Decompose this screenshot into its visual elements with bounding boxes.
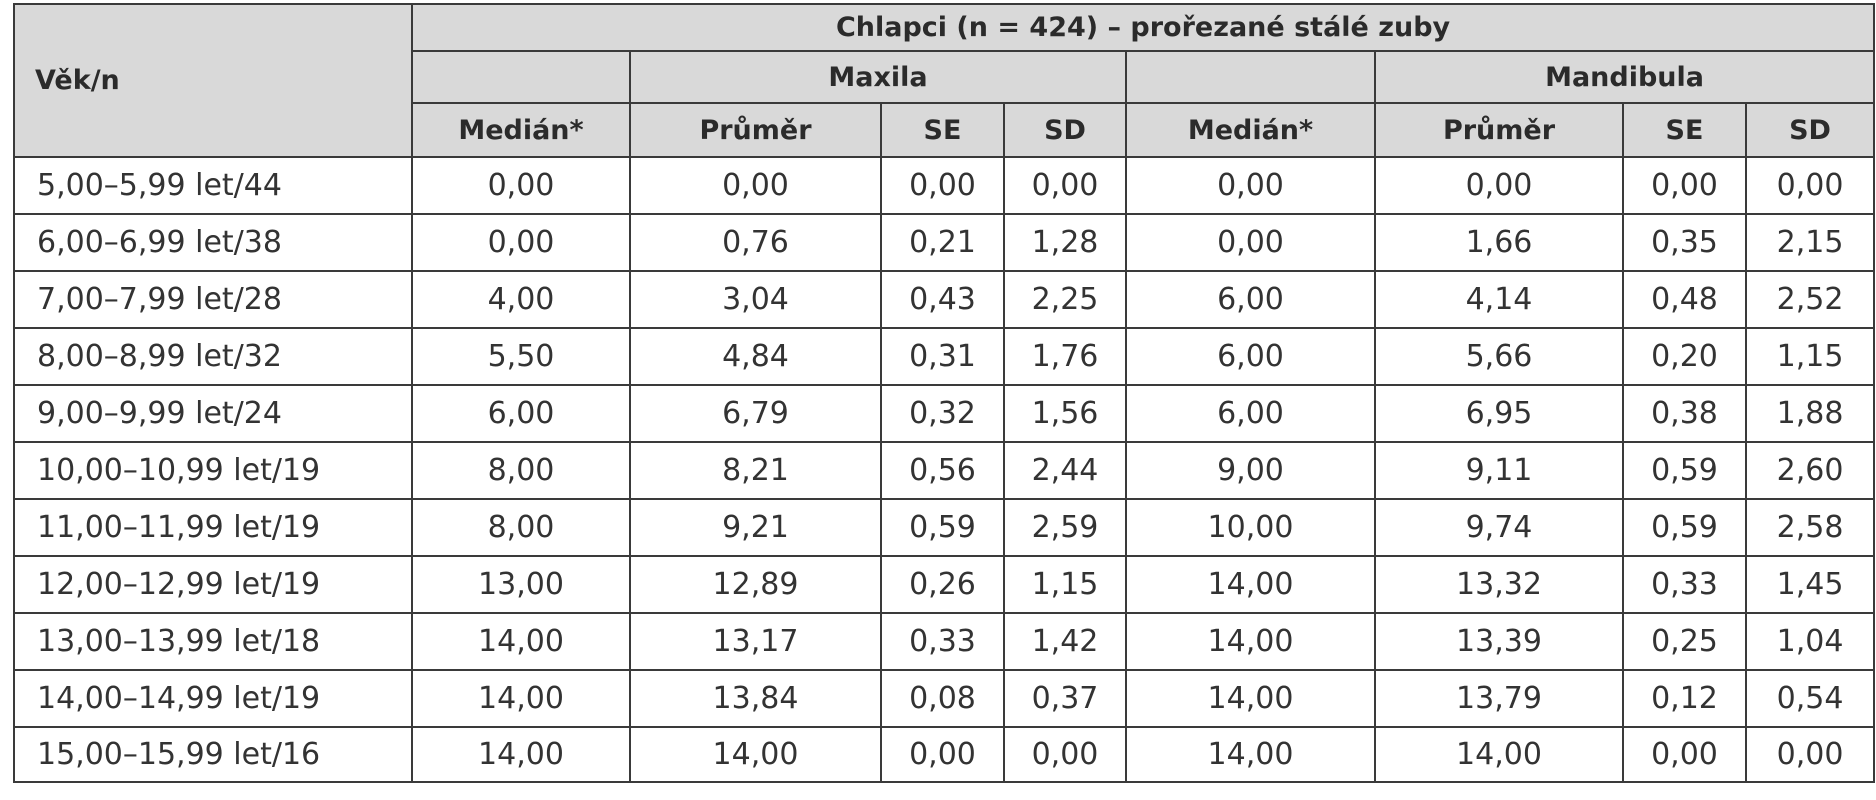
table-cell: 0,59 <box>1623 442 1746 499</box>
table-cell: 1,04 <box>1746 613 1874 670</box>
table-cell: 2,15 <box>1746 214 1874 271</box>
column-header: Medián* <box>1126 103 1375 157</box>
table-cell: 8,00 <box>412 499 630 556</box>
row-label: 8,00–8,99 let/32 <box>14 328 412 385</box>
table-cell: 1,88 <box>1746 385 1874 442</box>
table-cell: 0,00 <box>1623 157 1746 214</box>
table-cell: 2,25 <box>1004 271 1126 328</box>
table-cell: 0,76 <box>630 214 881 271</box>
table-cell: 0,00 <box>630 157 881 214</box>
table-cell: 4,84 <box>630 328 881 385</box>
table-row <box>14 328 1874 385</box>
table-cell: 0,54 <box>1746 670 1874 727</box>
table-cell: 1,76 <box>1004 328 1126 385</box>
age-column-header: Věk/n <box>14 4 412 157</box>
table-cell: 10,00 <box>1126 499 1375 556</box>
table-row <box>14 727 1874 782</box>
table-cell: 14,00 <box>1126 670 1375 727</box>
table-cell: 0,20 <box>1623 328 1746 385</box>
table-cell: 14,00 <box>1126 727 1375 782</box>
table-cell: 6,00 <box>1126 328 1375 385</box>
table-cell: 0,37 <box>1004 670 1126 727</box>
row-label: 5,00–5,99 let/44 <box>14 157 412 214</box>
table-cell: 6,79 <box>630 385 881 442</box>
table-cell: 0,21 <box>881 214 1004 271</box>
table-cell: 0,00 <box>1126 157 1375 214</box>
table-cell: 6,00 <box>1126 385 1375 442</box>
table-cell: 0,48 <box>1623 271 1746 328</box>
row-label: 12,00–12,99 let/19 <box>14 556 412 613</box>
table-cell: 9,00 <box>1126 442 1375 499</box>
table-cell: 0,00 <box>1126 214 1375 271</box>
table-cell: 6,00 <box>1126 271 1375 328</box>
table-body <box>14 157 1874 782</box>
table-cell: 0,00 <box>881 727 1004 782</box>
table-cell: 13,84 <box>630 670 881 727</box>
table-cell: 0,00 <box>1004 157 1126 214</box>
header-row-group <box>14 4 1874 51</box>
column-header: SD <box>1746 103 1874 157</box>
table-cell: 5,66 <box>1375 328 1623 385</box>
table-cell: 14,00 <box>412 670 630 727</box>
table-cell: 14,00 <box>1375 727 1623 782</box>
table-cell: 9,21 <box>630 499 881 556</box>
table-cell: 8,00 <box>412 442 630 499</box>
table-cell: 1,15 <box>1004 556 1126 613</box>
column-header: Průměr <box>630 103 881 157</box>
table-row <box>14 556 1874 613</box>
table-cell: 14,00 <box>1126 556 1375 613</box>
table-cell: 0,35 <box>1623 214 1746 271</box>
table-cell: 0,31 <box>881 328 1004 385</box>
table-cell: 0,00 <box>1623 727 1746 782</box>
table-row <box>14 271 1874 328</box>
table-cell: 0,00 <box>881 157 1004 214</box>
row-label: 15,00–15,99 let/16 <box>14 727 412 782</box>
table-cell: 14,00 <box>1126 613 1375 670</box>
column-header: Medián* <box>412 103 630 157</box>
table-header <box>14 4 1874 157</box>
row-label: 10,00–10,99 let/19 <box>14 442 412 499</box>
table-cell: 13,39 <box>1375 613 1623 670</box>
table-cell: 0,32 <box>881 385 1004 442</box>
data-table <box>13 3 1875 783</box>
table-cell: 0,43 <box>881 271 1004 328</box>
table-cell: 8,21 <box>630 442 881 499</box>
table-row <box>14 499 1874 556</box>
table-row <box>14 385 1874 442</box>
table-cell: 14,00 <box>630 727 881 782</box>
row-label: 13,00–13,99 let/18 <box>14 613 412 670</box>
table-cell: 0,26 <box>881 556 1004 613</box>
row-label: 11,00–11,99 let/19 <box>14 499 412 556</box>
table-cell: 9,11 <box>1375 442 1623 499</box>
table-cell: 0,25 <box>1623 613 1746 670</box>
table-cell: 2,58 <box>1746 499 1874 556</box>
table-row <box>14 157 1874 214</box>
table-row <box>14 670 1874 727</box>
table-cell: 1,42 <box>1004 613 1126 670</box>
table-cell: 6,95 <box>1375 385 1623 442</box>
column-header: SE <box>1623 103 1746 157</box>
table-cell: 3,04 <box>630 271 881 328</box>
table-cell: 0,59 <box>881 499 1004 556</box>
table-cell: 0,59 <box>1623 499 1746 556</box>
table-cell: 2,60 <box>1746 442 1874 499</box>
table-cell: 0,00 <box>1746 727 1874 782</box>
group-title: Chlapci (n = 424) – prořezané stálé zuby <box>412 4 1874 51</box>
column-header: Průměr <box>1375 103 1623 157</box>
table-cell: 2,52 <box>1746 271 1874 328</box>
table-cell: 13,32 <box>1375 556 1623 613</box>
table-cell: 1,56 <box>1004 385 1126 442</box>
table-cell: 0,08 <box>881 670 1004 727</box>
table-cell: 0,00 <box>1004 727 1126 782</box>
row-label: 6,00–6,99 let/38 <box>14 214 412 271</box>
table-cell: 14,00 <box>412 613 630 670</box>
table-container <box>13 3 1875 783</box>
table-cell: 5,50 <box>412 328 630 385</box>
table-cell: 0,00 <box>1746 157 1874 214</box>
table-row <box>14 613 1874 670</box>
section-maxila: Maxila <box>630 51 1126 103</box>
table-cell: 0,56 <box>881 442 1004 499</box>
table-cell: 13,17 <box>630 613 881 670</box>
table-cell: 1,15 <box>1746 328 1874 385</box>
table-cell: 0,33 <box>1623 556 1746 613</box>
column-header: SE <box>881 103 1004 157</box>
table-cell: 9,74 <box>1375 499 1623 556</box>
row-label: 14,00–14,99 let/19 <box>14 670 412 727</box>
table-cell: 4,14 <box>1375 271 1623 328</box>
table-row <box>14 214 1874 271</box>
table-cell: 13,79 <box>1375 670 1623 727</box>
table-cell: 0,00 <box>412 214 630 271</box>
table-cell: 0,38 <box>1623 385 1746 442</box>
table-cell: 0,00 <box>412 157 630 214</box>
section-blank-right <box>1126 51 1375 103</box>
table-cell: 4,00 <box>412 271 630 328</box>
table-cell: 1,66 <box>1375 214 1623 271</box>
table-cell: 6,00 <box>412 385 630 442</box>
column-header: SD <box>1004 103 1126 157</box>
table-cell: 0,33 <box>881 613 1004 670</box>
row-label: 9,00–9,99 let/24 <box>14 385 412 442</box>
table-cell: 1,45 <box>1746 556 1874 613</box>
table-cell: 14,00 <box>412 727 630 782</box>
section-blank-left <box>412 51 630 103</box>
row-label: 7,00–7,99 let/28 <box>14 271 412 328</box>
section-mandibula: Mandibula <box>1375 51 1874 103</box>
table-row <box>14 442 1874 499</box>
table-cell: 13,00 <box>412 556 630 613</box>
table-cell: 1,28 <box>1004 214 1126 271</box>
table-cell: 0,00 <box>1375 157 1623 214</box>
table-cell: 2,44 <box>1004 442 1126 499</box>
table-cell: 2,59 <box>1004 499 1126 556</box>
table-cell: 12,89 <box>630 556 881 613</box>
table-cell: 0,12 <box>1623 670 1746 727</box>
